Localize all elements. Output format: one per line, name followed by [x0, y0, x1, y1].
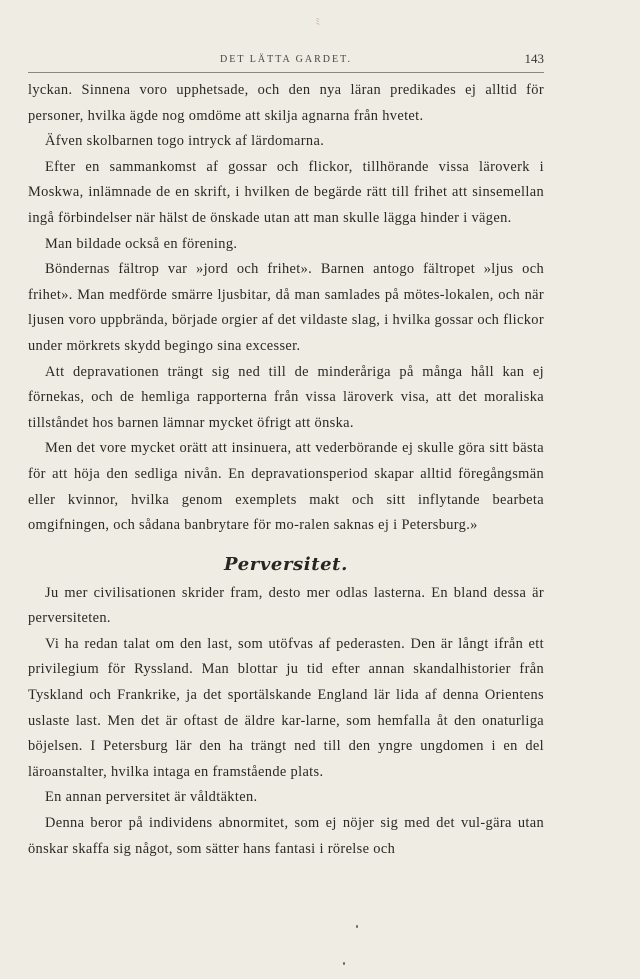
running-head	[28, 50, 544, 70]
paragraph: Böndernas fältrop var »jord och frihet». Barnen antogo fältropet »ljus och frihet». Man medförde smärre ljusbitar, då man samlades på mötes-lokalen, och när ljusen voro uppbrända, började orgier af det vildaste slag, i hvilka gossar och flickor under mörkrets skydd begingo sina excesser.	[28, 261, 544, 354]
paragraph: Vi ha redan talat om den last, som utöfvas af pederasten. Den är långt ifrån ett privilegium för Ryssland. Man blottar ju tid efter annan skandalhistorier från Tyskland och Frankrike, ja det sportälskande England lär lida af denna Orientens uslaste last. Men det är oftast de äldre kar-larne, som hemfalla åt den onaturliga böjelsen. I Petersburg lär den ha trängt ned till den yngre ungdomen i en del läroanstalter, hvilka intaga en framstående plats.	[28, 635, 544, 780]
paragraph: Att depravationen trängt sig ned till de minderåriga på många håll kan ej förnekas, och de hemliga rapporterna från vissa läroverk visa, att det moraliska tillståndet hos barnen lämnar mycket öfrigt att önska.	[28, 363, 544, 431]
page-number: 143	[524, 51, 544, 66]
stamp-mark: ﾐ	[315, 17, 320, 28]
paragraph: Efter en sammankomst af gossar och flickor, tillhörande vissa läroverk i Moskwa, inlämnade de en skrift, i hvilken de begärde rätt till frihet att sinsemellan ingå förbindelser när hälst de önskade utan att man skulle lägga hinder i vägen.	[28, 158, 544, 226]
body-text	[28, 78, 544, 862]
print-speck	[356, 925, 358, 928]
section-heading: Perversitet.	[224, 553, 348, 575]
print-speck	[343, 962, 345, 965]
paragraph: Ju mer civilisationen skrider fram, desto mer odlas lasterna. En bland dessa är perversiteten.	[28, 584, 544, 627]
paragraph: Men det vore mycket orätt att insinuera, att vederbörande ej skulle göra sitt bästa för att höja den sedliga nivån. En depravationsperiod skapar alltid föregångsmän eller kvinnor, hvilka genom exemplets makt och sitt inflytande bearbeta omgifningen, och sådana banbrytare för mo-ralen saknas ej i Petersburg.»	[28, 440, 544, 534]
header-rule	[28, 72, 544, 73]
paragraph: Äfven skolbarnen togo intryck af lärdomarna.	[45, 133, 325, 150]
running-title: DET LÄTTA GARDET.	[220, 54, 352, 65]
paragraph: lyckan. Sinnena voro upphetsade, och den nya läran predikades ej alltid för personer, hvilka ägde nog omdöme att skilja agnarna från hvetet.	[28, 82, 544, 124]
paragraph: Man bildade också en förening.	[45, 235, 238, 252]
paragraph: En annan perversitet är våldtäkten.	[45, 789, 258, 806]
paragraph: Denna beror på individens abnormitet, som ej nöjer sig med det vul-gära utan önskar skaffa sig något, som sätter hans fantasi i rörelse och	[28, 815, 544, 857]
